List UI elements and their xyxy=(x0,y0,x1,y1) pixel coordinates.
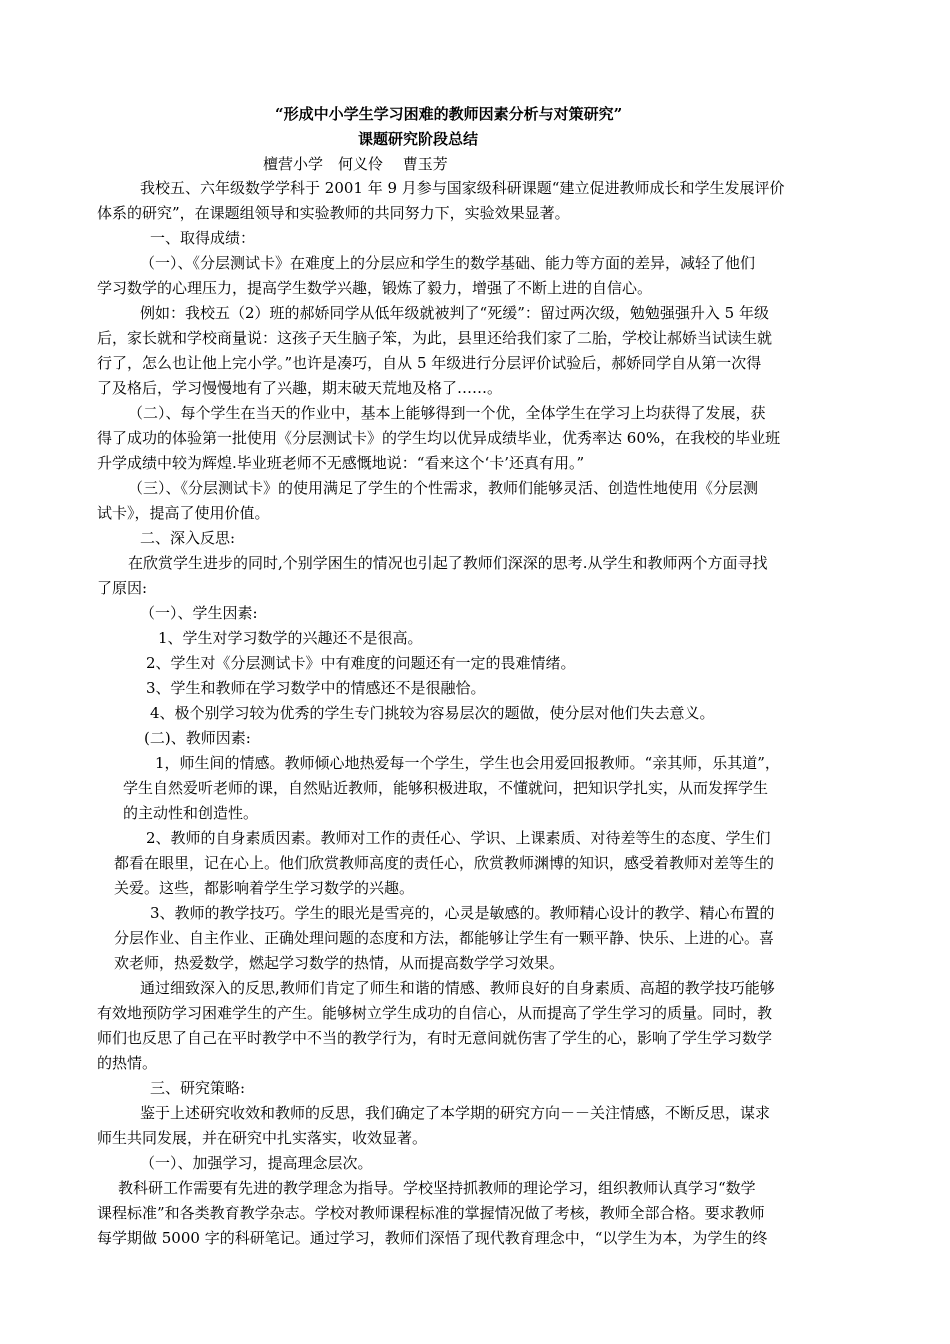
body-line: 师生共同发展，并在研究中扎实落实，收效显著。 xyxy=(97,1129,428,1147)
body-line: 了原因: xyxy=(97,579,148,597)
list-item: 3、教师的教学技巧。学生的眼光是雪亮的，心灵是敏感的。教师精心设计的教学、精心布置的 xyxy=(150,904,775,922)
section-heading: 二、深入反思: xyxy=(140,529,236,547)
body-line: 师们也反思了自己在平时教学中不当的教学行为，有时无意间就伤害了学生的心，影响了学生学习数学 xyxy=(97,1029,773,1047)
body-line: 都看在眼里，记在心上。他们欣赏教师高度的责任心，欣赏教师渊博的知识，感受着教师对差等生的 xyxy=(114,854,775,872)
body-line: 分层作业、自主作业、正确处理问题的态度和方法，都能够让学生有一颗平静、快乐、上进的心。喜 xyxy=(114,929,775,947)
body-line: 的主动性和创造性。 xyxy=(123,804,259,822)
body-line: 例如：我校五（2）班的郝娇同学从低年级就被判了“死缓”：留过两次级，勉勉强强升入 5 年级 xyxy=(140,304,769,322)
body-line: 学生自然爱听老师的课，自然贴近教师，能够积极进取，不懂就问，把知识学扎实，从而发挥学生 xyxy=(123,779,769,797)
body-line: 升学成绩中较为辉煌.毕业班老师不无感慨地说：“看来这个‘卡’还真有用。” xyxy=(97,454,585,472)
body-line: 关爱。这些，都影响着学生学习数学的兴趣。 xyxy=(114,879,415,897)
body-line: 后，家长就和学校商量说：这孩子天生脑子笨，为此，县里还给我们家了二胎，学校让郝娇当试读生就 xyxy=(97,329,773,347)
body-line: 的热情。 xyxy=(97,1054,158,1072)
body-line: 学习数学的心理压力，提高学生数学兴趣，锻炼了毅力，增强了不断上进的自信心。 xyxy=(97,279,653,297)
body-line: 行了，怎么也让他上完小学。”也许是凑巧，自从 5 年级进行分层评价试验后，郝娇同学自从第一次得 xyxy=(97,354,762,372)
body-line: 在欣赏学生进步的同时,个别学困生的情况也引起了教师们深深的思考.从学生和教师两个方面寻找 xyxy=(128,554,768,572)
subsection-heading: (二)、教师因素: xyxy=(144,729,251,747)
body-line: 得了成功的体验第一批使用《分层测试卡》的学生均以优异成绩毕业，优秀率达 60%，在我校的毕业班 xyxy=(97,429,781,447)
body-line: 课程标准”和各类教育教学杂志。学校对教师课程标准的掌握情况做了考核，教师全部合格。要求教师 xyxy=(97,1204,765,1222)
doc-authors: 檀营小学 何义伶 曹玉芳 xyxy=(263,155,448,173)
body-line: 通过细致深入的反思,教师们肯定了师生和谐的情感、教师良好的自身素质、高超的教学技巧能够 xyxy=(140,979,775,997)
body-line: 试卡》，提高了使用价值。 xyxy=(97,504,270,522)
body-line: 了及格后，学习慢慢地有了兴趣，期末破天荒地及格了……。 xyxy=(97,379,503,397)
body-line: （一）、《分层测试卡》在难度上的分层应和学生的数学基础、能力等方面的差异，减轻了他们 xyxy=(140,254,756,272)
body-line: 每学期做 5000 字的科研笔记。通过学习，教师们深悟了现代教育理念中，“以学生为本，为学生的终 xyxy=(97,1229,768,1247)
subsection-heading: （一）、学生因素: xyxy=(140,604,258,622)
body-line: 有效地预防学习困难学生的产生。能够树立学生成功的自信心，从而提高了学生学习的质量。同时，教 xyxy=(97,1004,773,1022)
section-heading: 一、取得成绩： xyxy=(150,229,256,247)
body-line: 我校五、六年级数学学科于 2001 年 9 月参与国家级科研课题“建立促进教师成长和学生发展评价 xyxy=(140,179,785,197)
doc-subtitle: 课题研究阶段总结 xyxy=(358,130,479,148)
list-item: 1、学生对学习数学的兴趣还不是很高。 xyxy=(158,629,423,647)
body-line: 体系的研究”，在课题组领导和实验教师的共同努力下，实验效果显著。 xyxy=(97,204,570,222)
doc-title: “形成中小学生学习困难的教师因素分析与对策研究” xyxy=(275,105,623,123)
body-line: （三）、《分层测试卡》的使用满足了学生的个性需求，教师们能够灵活、创造性地使用《分层测 xyxy=(128,479,759,497)
list-item: 4、极个别学习较为优秀的学生专门挑较为容易层次的题做，使分层对他们失去意义。 xyxy=(150,704,715,722)
list-item: 2、教师的自身素质因素。教师对工作的责任心、学识、上课素质、对待差等生的态度、学生们 xyxy=(146,829,771,847)
list-item: 2、学生对《分层测试卡》中有难度的问题还有一定的畏难情绪。 xyxy=(146,654,576,672)
subsection-heading: （一）、加强学习，提高理念层次。 xyxy=(140,1154,373,1172)
body-line: （二）、每个学生在当天的作业中，基本上能够得到一个优，全体学生在学习上均获得了发展，获 xyxy=(128,404,766,422)
body-line: 欢老师，热爱数学，燃起学习数学的热情，从而提高数学学习效果。 xyxy=(114,954,565,972)
list-item: 3、学生和教师在学习数学中的情感还不是很融恰。 xyxy=(146,679,486,697)
section-heading: 三、研究策略: xyxy=(150,1079,246,1097)
body-line: 教科研工作需要有先进的教学理念为指导。学校坚持抓教师的理论学习，组织教师认真学习“数学 xyxy=(118,1179,756,1197)
list-item: 1，师生间的情感。教师倾心地热爱每一个学生，学生也会用爱回报教师。“亲其师，乐其道”， xyxy=(155,754,780,772)
body-line: 鉴于上述研究收效和教师的反思，我们确定了本学期的研究方向－－关注情感，不断反思，谋求 xyxy=(140,1104,771,1122)
